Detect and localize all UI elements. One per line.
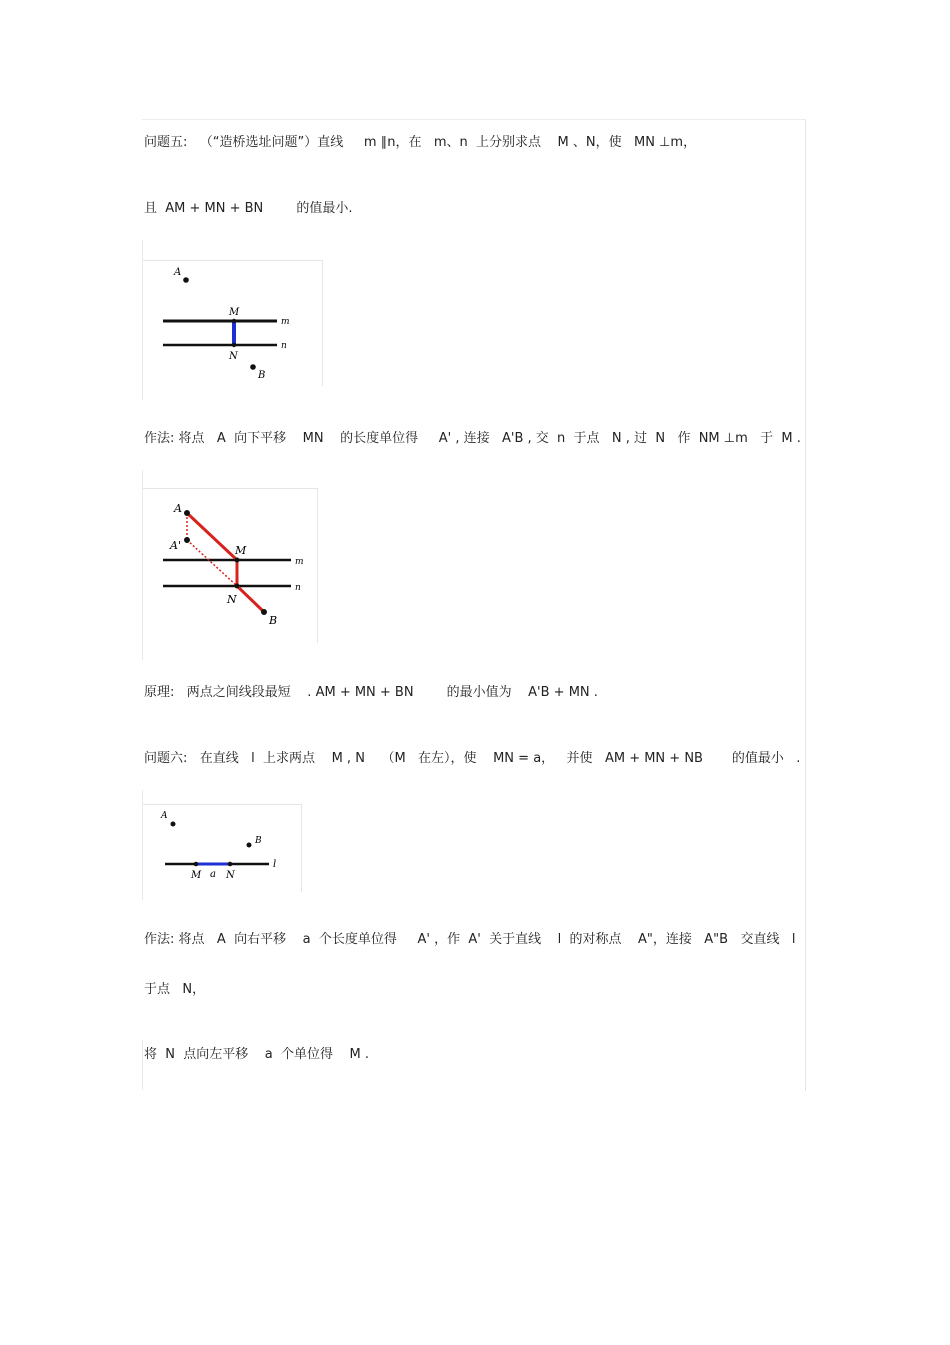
construction-method-1: 作法: 将点 A 向下平移 MN 的长度单位得 A' , 连接 A'B , 交 n 于点 N , 过 N 作 NM ⊥m 于 M . (144, 431, 801, 446)
label-n: N (229, 351, 238, 362)
problem5-statement-line1: 问题五: （“造桥选址问题”）直线 m ∥n，在 m、n 上分别求点 M 、N，使 MN ⊥m， (144, 135, 697, 150)
left-rule (142, 1040, 143, 1090)
label-b: B (255, 836, 262, 846)
label-n: N (226, 870, 235, 881)
point-n (235, 584, 240, 589)
label-a: A (174, 267, 182, 278)
problem6-statement: 问题六: 在直线 l 上求两点 M , N （M 在左），使 MN = a， 并使 AM + MN + NB 的值最小 . (144, 751, 801, 766)
segment-a1b-dotted (187, 540, 237, 586)
point-b (261, 609, 267, 615)
construction-method-2-line1: 作法: 将点 A 向右平移 a 个长度单位得 A' ，作 A' 关于直线 l 的对称点 A"，连接 A"B 交直线 l (144, 932, 796, 947)
label-a: A (161, 811, 168, 821)
label-line-m: m (281, 317, 290, 327)
point-m (194, 862, 199, 867)
point-a (171, 822, 176, 827)
label-n: N (227, 593, 237, 606)
label-m: M (191, 870, 202, 881)
construction-method-2-line2: 于点 N， (144, 982, 206, 997)
point-m (235, 558, 240, 563)
label-line-n: n (295, 583, 301, 593)
point-n (228, 862, 233, 867)
label-m: M (235, 544, 247, 557)
point-n (232, 343, 236, 347)
point-a-prime (184, 537, 190, 543)
segment-nb (237, 586, 264, 612)
label-line-n: n (281, 341, 287, 351)
label-a-prime: A' (170, 539, 181, 552)
label-m: M (229, 307, 240, 318)
label-a-length: a (210, 869, 216, 880)
point-a (184, 510, 190, 516)
label-a: A (174, 502, 182, 515)
label-line-l: l (273, 859, 277, 870)
label-line-m: m (295, 557, 304, 567)
figure-bridge-problem (143, 260, 323, 386)
figure-segment-problem (143, 804, 302, 892)
point-a (183, 277, 189, 283)
construction-method-2-line3: 将 N 点向左平移 a 个单位得 M . (144, 1047, 370, 1062)
point-b (247, 843, 252, 848)
figure-bridge-solution (143, 488, 318, 643)
segment-am (187, 513, 237, 560)
problem5-statement-line2: 且 AM + MN + BN 的值最小. (144, 201, 353, 216)
label-b: B (269, 614, 278, 627)
point-m (232, 319, 236, 323)
point-b (250, 364, 256, 370)
label-b: B (258, 370, 266, 381)
principle-text: 原理: 两点之间线段最短 . AM + MN + BN 的最小值为 A'B + MN . (144, 685, 598, 700)
